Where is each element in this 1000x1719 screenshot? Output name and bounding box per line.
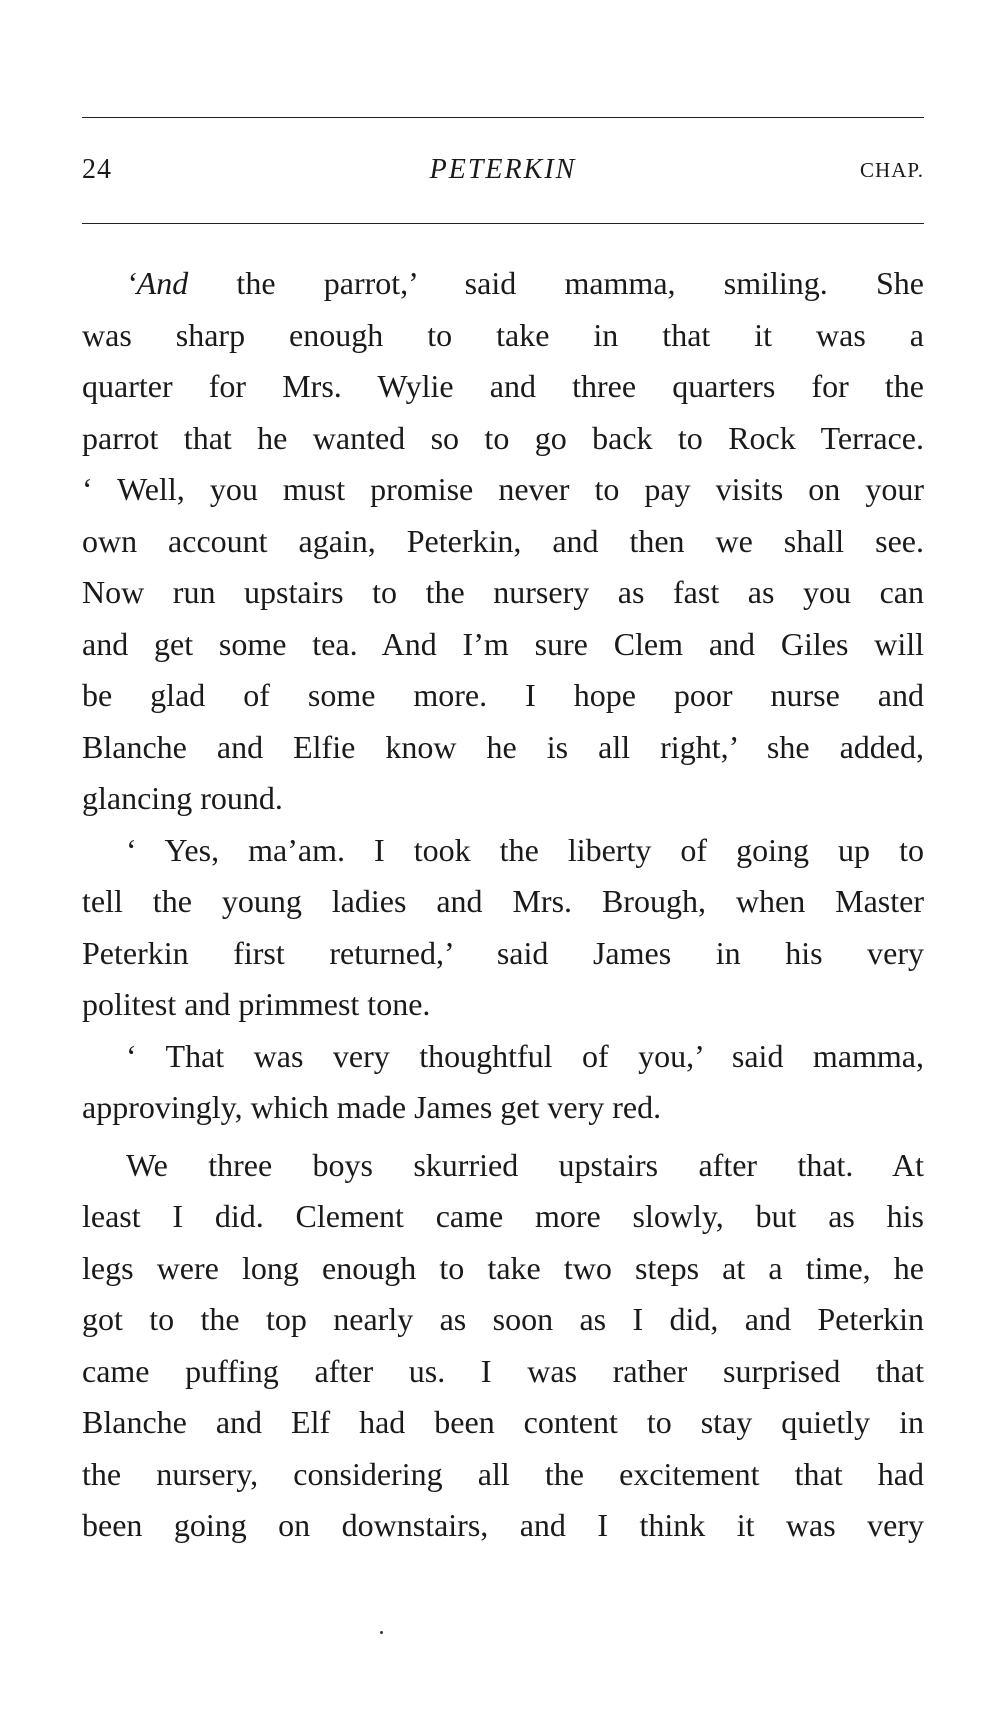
text-line: Blanche and Elf had been content to stay quietly in	[82, 1404, 924, 1440]
text-line: was sharp enough to take in that it was a	[82, 316, 924, 353]
text-line: ‘ Yes, ma’am. I took the liberty of going up to	[126, 831, 924, 868]
text-line: the nursery, considering all the excitement that had	[82, 1455, 924, 1492]
text-line: tell the young ladies and Mrs. Brough, when Master	[82, 883, 924, 919]
text-line: be glad of some more. I hope poor nurse and	[82, 677, 924, 713]
text-line: Now run upstairs to the nursery as fast as you can	[82, 574, 924, 610]
emphasis-text: ‘And	[126, 265, 189, 301]
text-line: Blanche and Elfie know he is all right,’ she added,	[82, 728, 924, 765]
text-line: parrot that he wanted so to go back to Rock Terrace.	[82, 419, 924, 456]
text-line: We three boys skurried upstairs after that. At	[126, 1146, 924, 1183]
chapter-label: CHAP.	[860, 158, 924, 182]
text-line: ‘ Well, you must promise never to pay visits on your	[82, 471, 924, 507]
text-line: own account again, Peterkin, and then we shall see.	[82, 522, 924, 559]
header-rule-bottom	[82, 223, 924, 224]
text-line: glancing round.	[82, 780, 283, 816]
page-number: 24	[82, 154, 112, 185]
body-text	[82, 258, 924, 1552]
running-header	[82, 150, 924, 190]
text-line: Peterkin first returned,’ said James in his very	[82, 934, 924, 971]
text-line: came puffing after us. I was rather surprised that	[82, 1352, 924, 1389]
text-line	[82, 258, 924, 310]
text-line: politest and primmest tone.	[82, 986, 431, 1022]
text-line: quarter for Mrs. Wylie and three quarters for the	[82, 368, 924, 404]
text-line: been going on downstairs, and I think it was very	[82, 1507, 924, 1543]
text-line: got to the top nearly as soon as I did, and Peterkin	[82, 1301, 924, 1337]
print-speck	[380, 1631, 383, 1634]
text-line: least I did. Clement came more slowly, but as his	[82, 1198, 924, 1234]
line-text: the parrot,’ said mamma, smiling. She	[188, 265, 924, 301]
text-line: and get some tea. And I’m sure Clem and Giles will	[82, 625, 924, 662]
text-line: approvingly, which made James get very red.	[82, 1089, 662, 1125]
text-line: ‘ That was very thoughtful of you,’ said mamma,	[126, 1037, 924, 1074]
text-line: legs were long enough to take two steps at a time, he	[82, 1249, 924, 1286]
header-rule-top	[82, 117, 924, 118]
running-title: PETERKIN	[429, 154, 577, 185]
